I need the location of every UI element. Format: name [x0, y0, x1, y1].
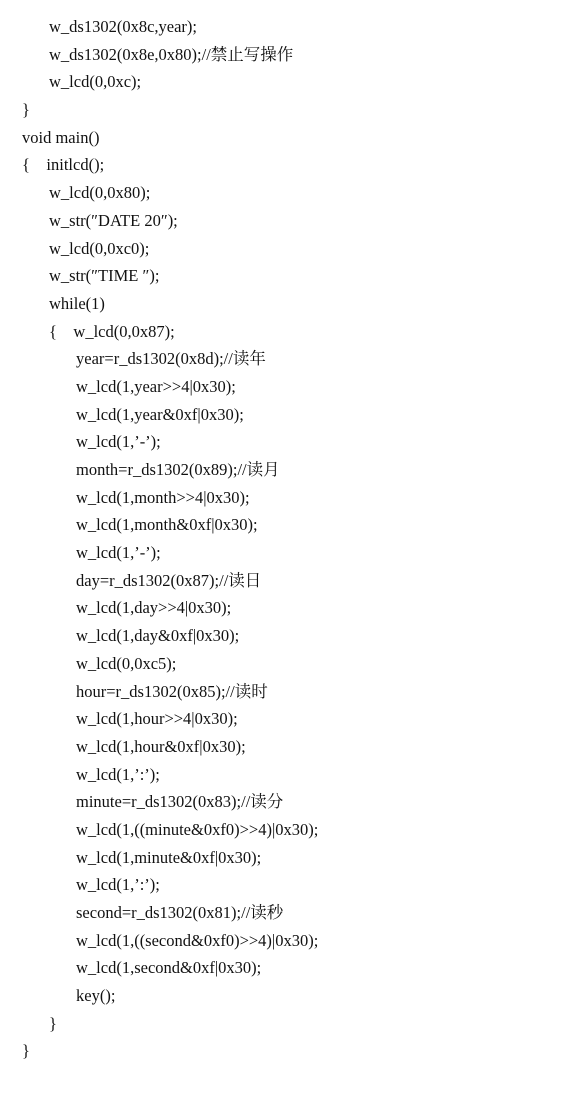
- code-line: }: [22, 1041, 30, 1061]
- code-line: }: [22, 100, 30, 120]
- code-line: w_lcd(1,year&0xf|0x30);: [76, 404, 244, 424]
- code-line: w_lcd(0,0xc0);: [49, 238, 150, 258]
- code-line: w_lcd(1,’:’);: [76, 875, 160, 895]
- code-line: w_lcd(1,hour&0xf|0x30);: [76, 736, 246, 756]
- code-line: year=r_ds1302(0x8d);//读年: [76, 349, 266, 369]
- code-line: w_lcd(0,0x80);: [49, 183, 151, 203]
- code-line: }: [49, 1013, 57, 1033]
- code-line: month=r_ds1302(0x89);//读月: [76, 460, 280, 479]
- code-line: w_lcd(1,day&0xf|0x30);: [76, 626, 240, 646]
- code-line: w_lcd(0,0xc5);: [76, 653, 177, 673]
- code-line: w_lcd(1,’:’);: [76, 764, 160, 784]
- code-line: w_lcd(1,minute&0xf|0x30);: [76, 847, 262, 867]
- code-line: void main(): [22, 127, 100, 147]
- code-line: { w_lcd(0,0x87);: [49, 321, 175, 341]
- code-line: minute=r_ds1302(0x83);//读分: [76, 792, 284, 812]
- code-listing: [22, 13, 562, 1065]
- code-line: key();: [76, 986, 116, 1006]
- code-line: w_lcd(1,day>>4|0x30);: [76, 598, 232, 618]
- code-line: w_ds1302(0x8e,0x80);//禁止写操作: [49, 44, 294, 64]
- code-line: w_lcd(1,’-’);: [76, 543, 161, 563]
- code-line: w_ds1302(0x8c,year);: [49, 17, 198, 36]
- code-line: w_lcd(1,hour>>4|0x30);: [76, 709, 238, 729]
- code-line: w_lcd(1,((minute&0xf0)>>4)|0x30);: [76, 819, 319, 839]
- code-line: w_lcd(1,((second&0xf0)>>4)|0x30);: [76, 930, 319, 950]
- code-line: w_lcd(1,month&0xf|0x30);: [76, 515, 258, 535]
- code-line: day=r_ds1302(0x87);//读日: [76, 570, 262, 590]
- code-line: w_lcd(1,’-’);: [76, 432, 161, 452]
- code-line: w_lcd(1,second&0xf|0x30);: [76, 958, 262, 978]
- code-line: w_str(″TIME ″);: [49, 266, 160, 286]
- code-line: w_lcd(0,0xc);: [49, 72, 142, 92]
- code-line: { initlcd();: [22, 155, 105, 175]
- code-line: w_lcd(1,month>>4|0x30);: [76, 487, 250, 507]
- code-line: w_str(″DATE 20″);: [49, 210, 178, 230]
- code-line: while(1): [49, 293, 105, 313]
- code-line: w_lcd(1,year>>4|0x30);: [76, 376, 236, 396]
- code-line: hour=r_ds1302(0x85);//读时: [76, 681, 268, 701]
- code-line: second=r_ds1302(0x81);//读秒: [76, 903, 284, 922]
